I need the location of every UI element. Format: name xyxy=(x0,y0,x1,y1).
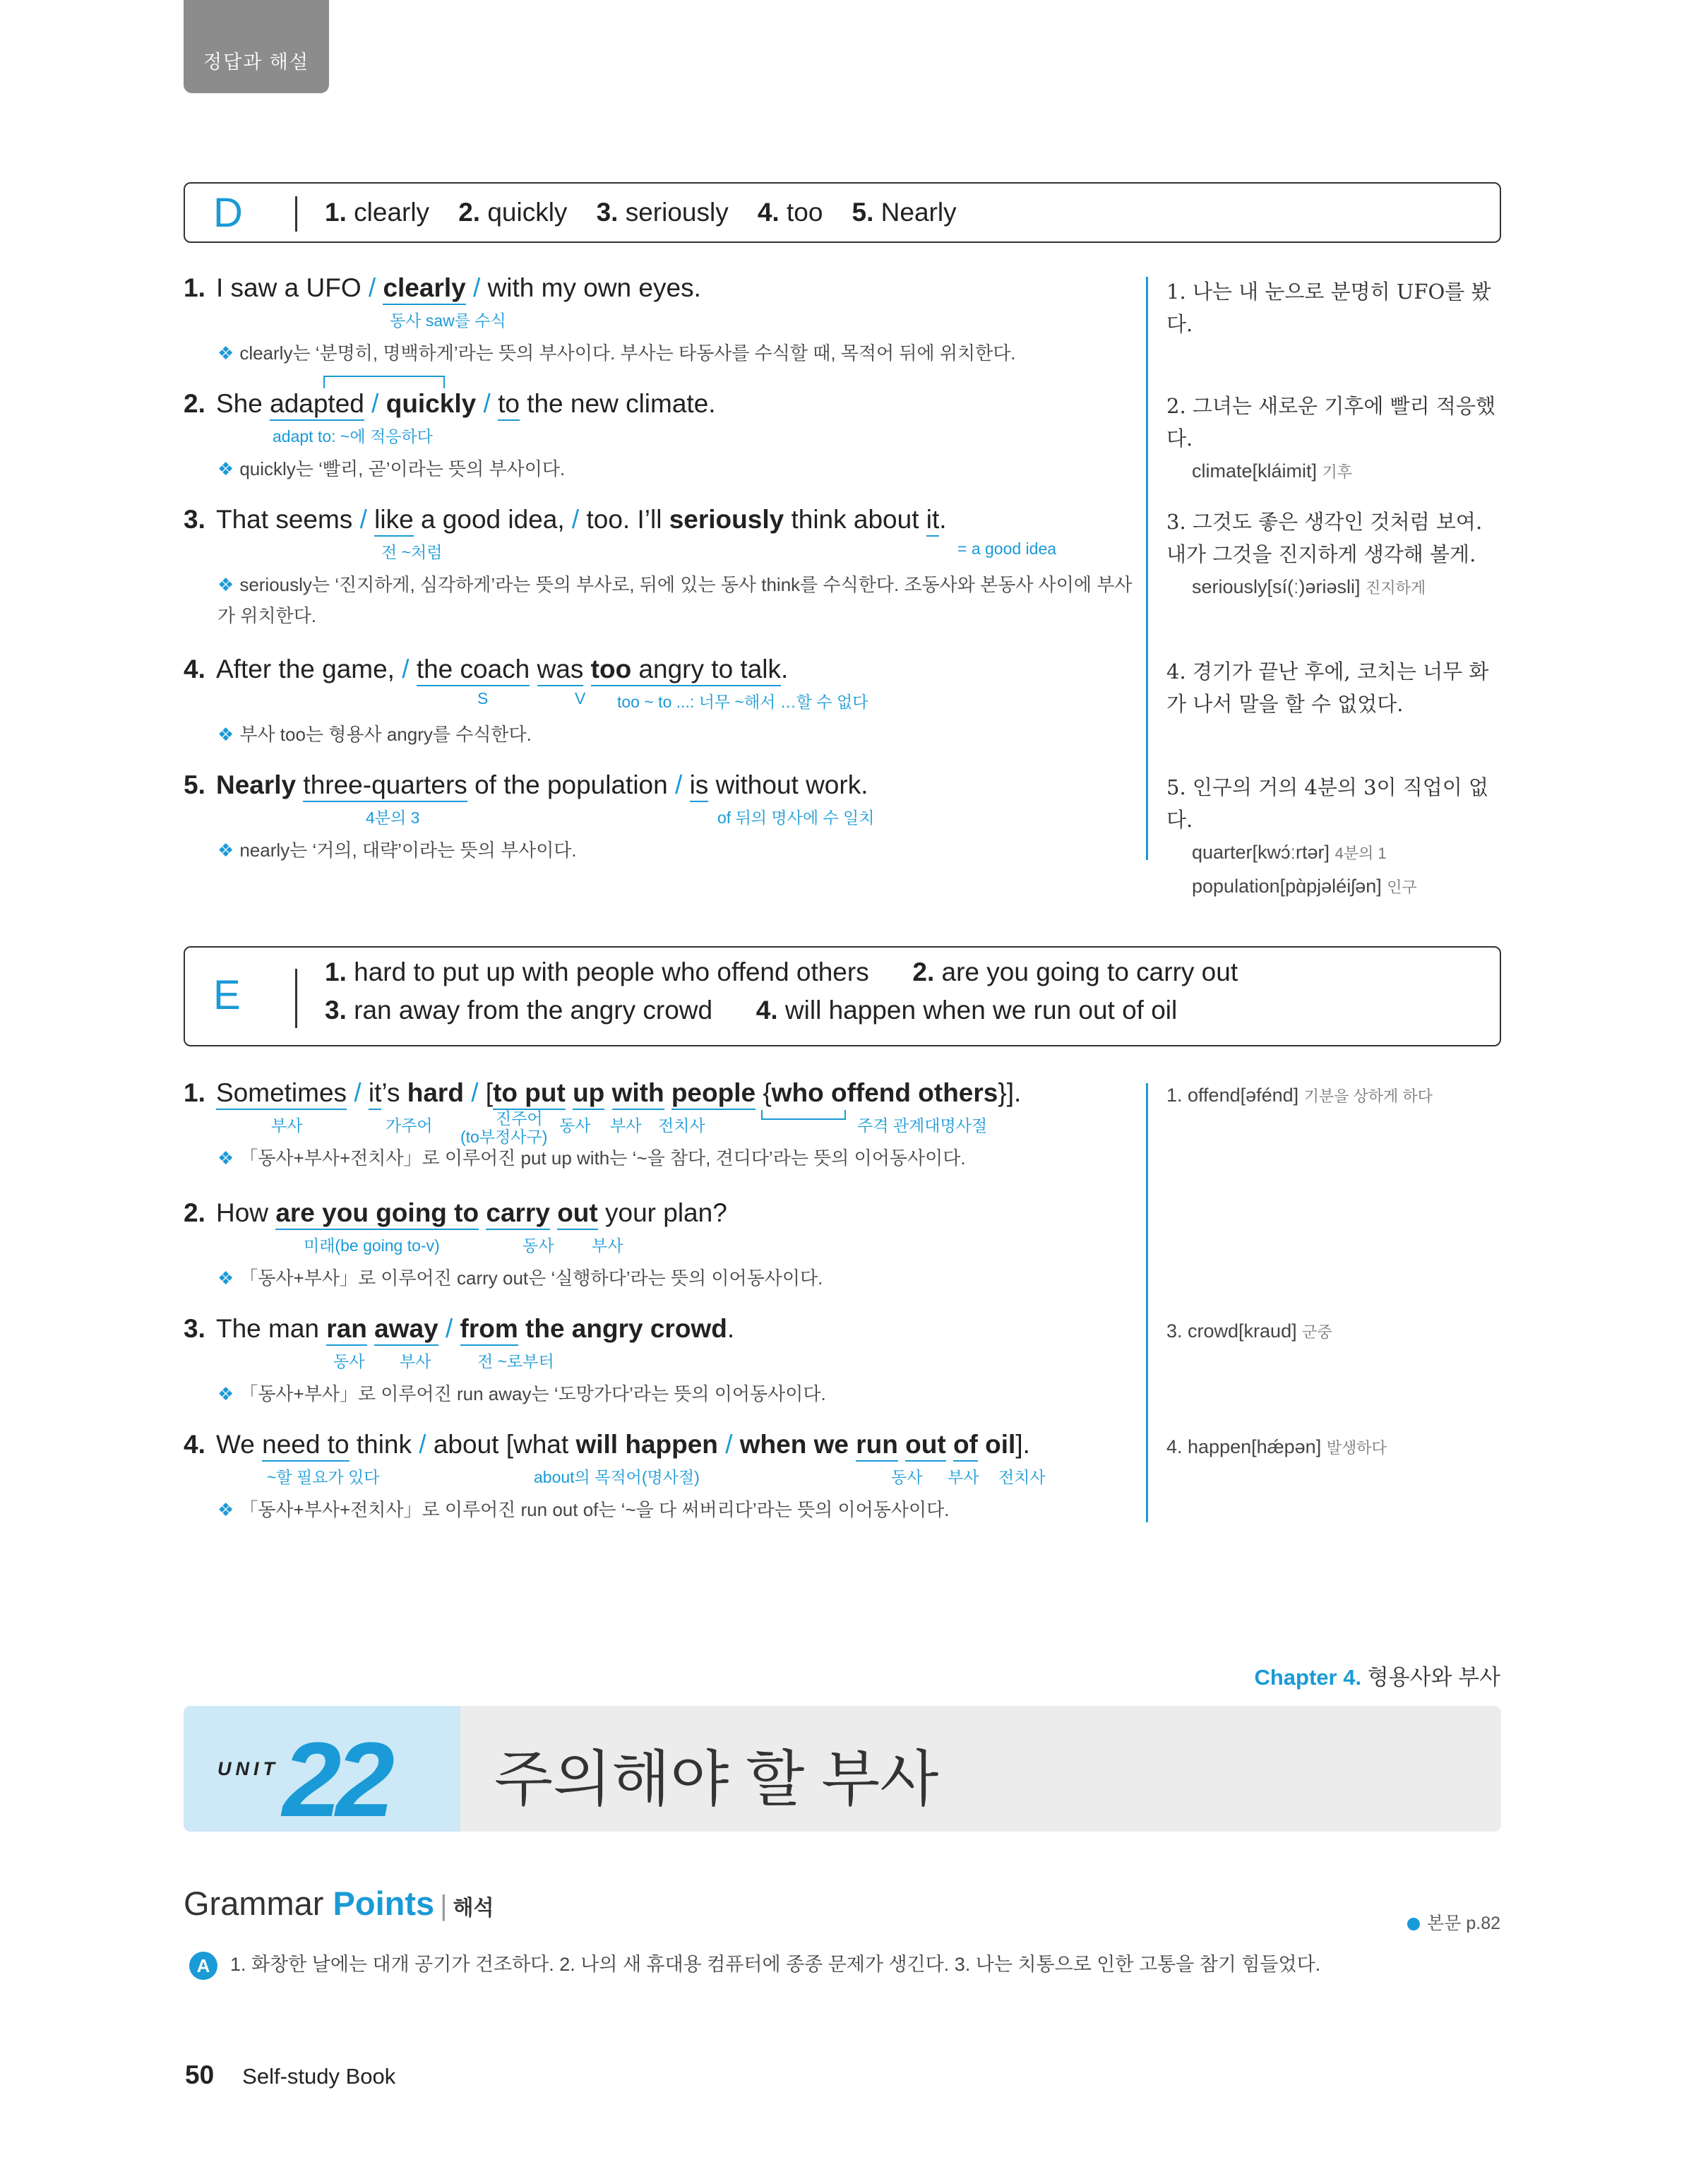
annotation: 전치사 xyxy=(998,1468,1046,1486)
explanation-note: ❖ quickly는 ‘빨리, 곧’이라는 뜻의 부사이다. xyxy=(217,458,566,479)
sentence-d2: 2. She adapted / quickly / to the new climate. xyxy=(184,388,716,419)
annotation: (to부정사구) xyxy=(460,1128,548,1146)
vocab-e3 xyxy=(1166,1315,1505,1349)
translation xyxy=(1166,506,1505,604)
annotation: V xyxy=(575,689,586,708)
answer-list-e-row1 xyxy=(325,957,1238,987)
vocab-e1 xyxy=(1166,1079,1505,1113)
item-number: 4. xyxy=(184,655,205,683)
section-tab: 정답과 해설 xyxy=(184,0,329,93)
vocab-meaning: 진지하게 xyxy=(1366,579,1426,597)
answer-num: 2. xyxy=(458,198,481,227)
answer-text: seriously xyxy=(625,198,729,227)
explanation-note: ❖ 「동사+부사+전치사」로 이루어진 put up with는 ‘~을 참다, 견디다’라는 뜻의 이어동사이다. xyxy=(217,1147,966,1169)
annotation: 전 ~처럼 xyxy=(381,543,443,561)
vocab-meaning: 인구 xyxy=(1387,878,1417,896)
item-number: 3. xyxy=(184,505,205,534)
page-reference-text: 본문 p.82 xyxy=(1427,1914,1500,1933)
box-letter-d: D xyxy=(213,190,243,236)
item-number: 1. xyxy=(184,1078,205,1107)
answer-num: 5. xyxy=(852,198,874,227)
item-number: 3. xyxy=(184,1314,205,1343)
translation: 1. 나는 내 눈으로 분명히 UFO를 봤다. xyxy=(1166,280,1491,336)
answer-text: ran away from the angry crowd xyxy=(354,996,713,1025)
sentence-d4: 4. After the game, / the coach was too angry to talk. xyxy=(184,654,788,685)
answer-text: Nearly xyxy=(880,198,957,227)
book-title: Self-study Book xyxy=(242,2064,396,2089)
heading-word-accent: Points xyxy=(333,1885,435,1922)
answer-text: too xyxy=(786,198,823,227)
box-divider xyxy=(295,969,297,1028)
answer-box-e xyxy=(184,946,1501,1046)
annotation: 4분의 3 xyxy=(366,808,420,827)
answer-text: quickly xyxy=(487,198,568,227)
explanation-note: ❖ 「동사+부사+전치사」로 이루어진 run out of는 ‘~을 다 써버리다’라는 뜻의 이어동사이다. xyxy=(217,1499,950,1520)
annotation: 동사 xyxy=(522,1236,554,1255)
annotation: 가주어 xyxy=(386,1116,433,1135)
grammar-points-heading: Grammar Points | 해석 xyxy=(184,1885,494,1922)
vocab-word: 3. crowd[kraud] xyxy=(1166,1320,1297,1342)
answer-num: 1. xyxy=(325,198,347,227)
sentence-d5: 5. Nearly three-quarters of the population / is without work. xyxy=(184,770,868,801)
bullet-icon xyxy=(1407,1918,1420,1930)
answer-box-d xyxy=(184,182,1501,243)
annotation: 부사 xyxy=(271,1116,303,1135)
answer-num: 1. xyxy=(325,957,347,986)
annotation: 전치사 xyxy=(658,1116,705,1135)
box-letter-e: E xyxy=(213,972,241,1018)
annotation: 동사 xyxy=(891,1468,923,1486)
answer-text: will happen when we run out of oil xyxy=(784,996,1178,1025)
translation-text: 3. 그것도 좋은 생각인 것처럼 보여. 내가 그것을 진지하게 생각해 볼게. xyxy=(1166,510,1483,566)
vocab-word: 4. happen[hǽpən] xyxy=(1166,1436,1322,1457)
chapter-title: 형용사와 부사 xyxy=(1367,1665,1500,1690)
unit-word: UNIT xyxy=(217,1758,279,1779)
annotation: S xyxy=(477,689,489,708)
sentence-d1: 1. I saw a UFO / clearly / with my own eyes. xyxy=(184,273,701,304)
page-reference xyxy=(1407,1909,1500,1935)
box-divider xyxy=(295,196,297,232)
explanation-note: ❖ 부사 too는 형용사 angry를 수식한다. xyxy=(217,724,532,745)
unit-banner xyxy=(184,1706,1501,1832)
annotation: about의 목적어(명사절) xyxy=(534,1468,700,1486)
translation xyxy=(1166,390,1505,489)
grammar-translation-line xyxy=(189,1949,1320,1980)
item-number: 2. xyxy=(184,389,205,418)
sentence-e1: 1. Sometimes / it’s hard / [to put up with people {who offend others}]. xyxy=(184,1077,1021,1109)
answer-text: hard to put up with people who offend others xyxy=(354,957,869,986)
annotation: 진주어 xyxy=(496,1109,543,1128)
explanation-note: ❖ clearly는 ‘분명히, 명백하게’라는 뜻의 부사이다. 부사는 타동사를 수식할 때, 목적어 뒤에 위치한다. xyxy=(217,342,1016,364)
explanation-note: ❖ seriously는 ‘진지하게, 심각하게’라는 뜻의 부사로, 뒤에 있는 동사 think를 수식한다. 조동사와 본동사 사이에 부사가 위치한다. xyxy=(217,574,1133,626)
item-number: 2. xyxy=(184,1198,205,1227)
unit-badge xyxy=(184,1706,460,1832)
answer-list-e-row2 xyxy=(325,996,1177,1025)
answer-num: 3. xyxy=(596,198,619,227)
item-number: 1. xyxy=(184,273,205,302)
explanation-note: ❖ 「동사+부사」로 이루어진 carry out은 ‘실행하다’라는 뜻의 이어동사이다. xyxy=(217,1267,823,1289)
annotation: 동사 xyxy=(333,1352,365,1371)
answer-text: are you going to carry out xyxy=(941,957,1238,986)
unit-number: 22 xyxy=(282,1720,389,1832)
column-divider xyxy=(1146,1083,1148,1522)
annotation: too ~ to ...: 너무 ~해서 …할 수 없다 xyxy=(617,693,868,711)
translation: 4. 경기가 끝난 후에, 코치는 너무 화가 나서 말을 할 수 없었다. xyxy=(1166,659,1489,716)
annotation: 부사 xyxy=(400,1352,431,1371)
item-number: 5. xyxy=(184,770,205,799)
arrow-bracket xyxy=(323,376,445,388)
unit-title: 주의해야 할 부사 xyxy=(494,1745,939,1813)
annotation: 동사 saw를 수식 xyxy=(390,311,506,330)
sentence-e2: 2. How are you going to carry out your plan? xyxy=(184,1198,727,1229)
vocab-meaning: 기분을 상하게 하다 xyxy=(1303,1087,1433,1105)
annotation: 동사 xyxy=(559,1116,591,1135)
section-a-badge: A xyxy=(189,1952,217,1980)
explanation-note: ❖ 「동사+부사」로 이루어진 run away는 ‘도망가다’라는 뜻의 이어동사이다. xyxy=(217,1383,826,1404)
vocab-meaning: 기후 xyxy=(1322,463,1353,481)
vocab-meaning: 발생하다 xyxy=(1326,1439,1387,1457)
answer-num: 2. xyxy=(912,957,935,986)
chapter-label xyxy=(1254,1659,1500,1691)
vocab-word: climate[kláimit] xyxy=(1192,460,1318,482)
translation xyxy=(1166,771,1505,904)
page-footer xyxy=(185,2060,395,2090)
annotation: 전 ~로부터 xyxy=(477,1352,554,1371)
grammar-translation-text: 1. 화창한 날에는 대개 공기가 건조하다. 2. 나의 새 휴대용 컴퓨터에 종종 문제가 생긴다. 3. 나는 치통으로 인한 고통을 참기 힘들었다. xyxy=(230,1954,1321,1975)
vocab-meaning: 4분의 1 xyxy=(1334,844,1387,862)
annotation: adapt to: ~에 적응하다 xyxy=(273,427,433,446)
annotation: = a good idea xyxy=(957,539,1057,558)
sentence-d3: 3. That seems / like a good idea, / too. I’ll seriously think about it. xyxy=(184,504,947,535)
answer-num: 4. xyxy=(757,198,780,227)
annotation: ~할 필요가 있다 xyxy=(267,1468,380,1486)
explanation-note: ❖ nearly는 ‘거의, 대략’이라는 뜻의 부사이다. xyxy=(217,840,577,861)
annotation: 부사 xyxy=(592,1236,623,1255)
answer-num: 4. xyxy=(756,996,778,1025)
heading-sub: 해석 xyxy=(453,1897,494,1920)
translation-text: 2. 그녀는 새로운 기후에 빨리 적응했다. xyxy=(1166,394,1495,450)
annotation: 미래(be going to-v) xyxy=(304,1236,440,1255)
relative-clause-arrow xyxy=(761,1110,846,1120)
sentence-e3: 3. The man ran away / from the angry crowd. xyxy=(184,1313,734,1344)
vocab-e4 xyxy=(1166,1431,1505,1464)
vocab-word: seriously[sí(ː)əriəsli] xyxy=(1192,576,1361,597)
translation-text: 5. 인구의 거의 4분의 3이 직업이 없다. xyxy=(1166,775,1489,832)
answer-num: 3. xyxy=(325,996,347,1025)
answer-list-d xyxy=(325,198,957,227)
annotation: 부사 xyxy=(610,1116,642,1135)
page-number: 50 xyxy=(185,2060,215,2089)
item-number: 4. xyxy=(184,1430,205,1459)
chapter-number: Chapter 4. xyxy=(1254,1665,1362,1690)
annotation: 주격 관계대명사절 xyxy=(857,1116,988,1135)
sentence-e4: 4. We need to think / about [what will happen / when we run out of oil]. xyxy=(184,1429,1030,1460)
vocab-word: quarter[kwɔ́ːrtər] xyxy=(1192,842,1330,863)
annotation: 부사 xyxy=(948,1468,979,1486)
vocab-word: population[pɑ̀pjəléiʃən] xyxy=(1192,876,1382,897)
column-divider xyxy=(1146,277,1148,860)
vocab-word: 1. offend[əfénd] xyxy=(1166,1085,1299,1106)
answer-text: clearly xyxy=(354,198,430,227)
heading-word: Grammar xyxy=(184,1885,324,1922)
vocab-meaning: 군중 xyxy=(1302,1323,1332,1341)
annotation: of 뒤의 명사에 수 일치 xyxy=(717,808,875,827)
